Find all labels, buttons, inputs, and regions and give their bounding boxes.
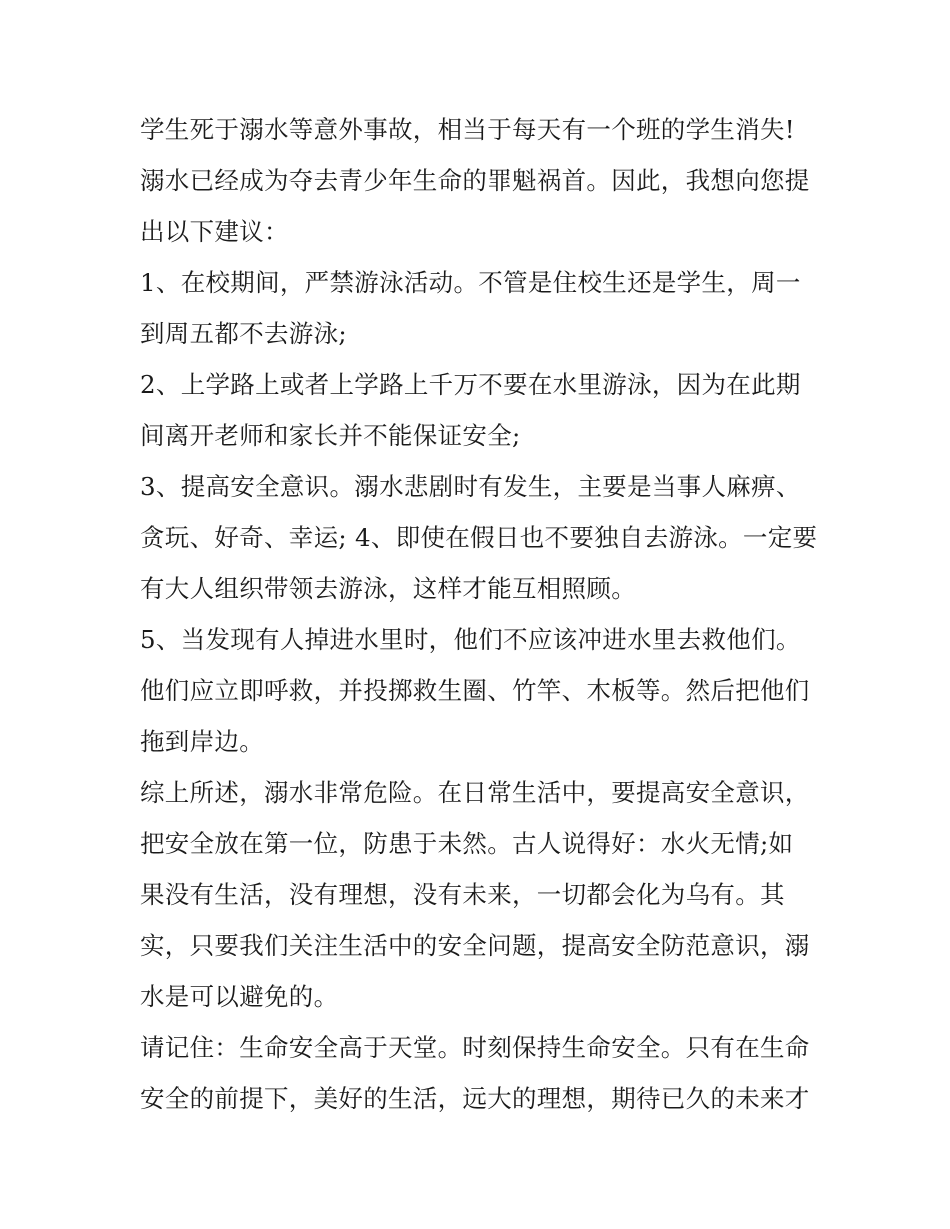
text-line: 1、在校期间，严禁游泳活动。不管是住校生还是学生，周一	[140, 268, 801, 297]
text-line: 间离开老师和家长并不能保证安全;	[140, 421, 521, 450]
text-line: 水是可以避免的。	[140, 982, 339, 1011]
text-line: 贪玩、好奇、幸运; 4、即使在假日也不要独自去游泳。一定要	[140, 523, 818, 552]
text-line: 他们应立即呼救，并投掷救生圈、竹竿、木板等。然后把他们	[140, 676, 810, 705]
text-line: 请记住：生命安全高于天堂。时刻保持生命安全。只有在生命	[140, 1033, 810, 1062]
text-line: 有大人组织带领去游泳，这样才能互相照顾。	[140, 574, 636, 603]
document-body	[140, 104, 820, 1124]
text-line: 溺水已经成为夺去青少年生命的罪魁祸首。因此，我想向您提	[140, 166, 810, 195]
text-line: 拖到岸边。	[140, 727, 264, 756]
text-line: 果没有生活，没有理想，没有未来，一切都会化为乌有。其	[140, 880, 785, 909]
text-line: 把安全放在第一位，防患于未然。古人说得好：水火无情;如	[140, 829, 794, 858]
text-line: 2、上学路上或者上学路上千万不要在水里游泳，因为在此期	[140, 370, 801, 399]
text-line: 综上所述，溺水非常危险。在日常生活中，要提高安全意识，	[140, 778, 810, 807]
text-line: 学生死于溺水等意外事故，相当于每天有一个班的学生消失!	[140, 115, 795, 144]
text-line: 3、提高安全意识。溺水悲剧时有发生，主要是当事人麻痹、	[140, 472, 801, 501]
text-line: 实，只要我们关注生活中的安全问题，提高安全防范意识，溺	[140, 931, 810, 960]
text-line: 到周五都不去游泳;	[140, 319, 347, 348]
text-line: 安全的前提下，美好的生活，远大的理想，期待已久的未来才	[140, 1084, 810, 1113]
text-line: 出以下建议：	[140, 217, 289, 246]
text-line: 5、当发现有人掉进水里时，他们不应该冲进水里去救他们。	[140, 625, 801, 654]
